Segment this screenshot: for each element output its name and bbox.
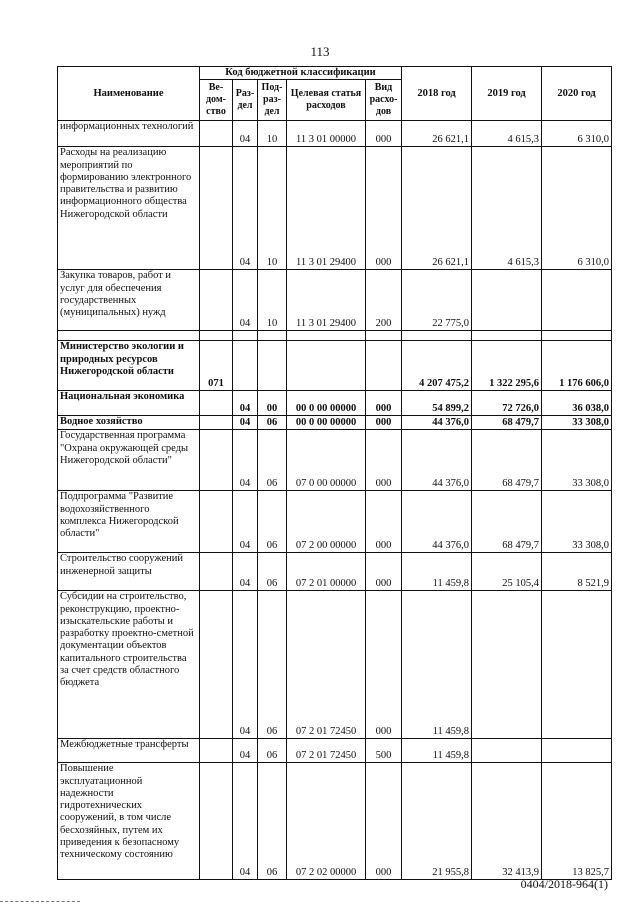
cell-y2018: 11 459,8 [402, 553, 472, 591]
cell-name: Строительство сооружений инженерной защиты [58, 553, 200, 591]
cell-name: Расходы на реализацию мероприятий по формированию электронного правительства и развитию информационного общества Нижегородской области [58, 147, 200, 270]
cell-vr [366, 341, 402, 391]
cell-rz: 04 [233, 121, 258, 147]
cell-cs: 11 3 01 29400 [287, 270, 366, 331]
header-vid: Вид расхо-дов [366, 80, 402, 121]
empty-cell [233, 331, 258, 341]
cell-y2020: 33 308,0 [542, 491, 612, 553]
cell-y2019: 4 615,3 [472, 147, 542, 270]
cell-ved [200, 121, 233, 147]
cell-y2018: 54 899,2 [402, 391, 472, 416]
cell-y2020 [542, 591, 612, 739]
page-number: 113 [310, 44, 330, 59]
cell-cs: 07 0 00 00000 [287, 430, 366, 491]
cell-y2018: 44 376,0 [402, 430, 472, 491]
cell-ved [200, 147, 233, 270]
table-row [58, 553, 612, 591]
cell-ved [200, 591, 233, 739]
table-row [58, 430, 612, 491]
table-row [58, 591, 612, 739]
header-target: Целевая статья расходов [287, 80, 366, 121]
cell-name: Повышение эксплуатационной надежности гидротехнических сооружений, в том числе бесхозяйных, путем их приведения к безопасному техническому состоянию [58, 763, 200, 880]
cell-cs: 00 0 00 00000 [287, 391, 366, 416]
empty-cell [366, 331, 402, 341]
cell-name: информационных технологий [58, 121, 200, 147]
table-row [58, 121, 612, 147]
cell-y2020: 36 038,0 [542, 391, 612, 416]
cell-ved [200, 763, 233, 880]
cell-vr: 000 [366, 763, 402, 880]
cell-prz: 06 [258, 553, 287, 591]
cell-rz: 04 [233, 391, 258, 416]
empty-cell [200, 331, 233, 341]
cell-rz: 04 [233, 270, 258, 331]
cell-vr: 000 [366, 121, 402, 147]
cell-y2020: 8 521,9 [542, 553, 612, 591]
header-podrazdel: Под-раз-дел [258, 80, 287, 121]
cell-cs: 07 2 00 00000 [287, 491, 366, 553]
cell-rz: 04 [233, 491, 258, 553]
table-row [58, 739, 612, 763]
cell-rz: 04 [233, 147, 258, 270]
cell-prz: 00 [258, 391, 287, 416]
cell-y2020: 6 310,0 [542, 121, 612, 147]
header-name: Наименование [58, 67, 200, 121]
table-row [58, 147, 612, 270]
table-row [58, 416, 612, 430]
cell-ved [200, 416, 233, 430]
cell-y2018: 26 621,1 [402, 147, 472, 270]
cell-y2019: 72 726,0 [472, 391, 542, 416]
cell-y2019 [472, 270, 542, 331]
cell-y2019: 68 479,7 [472, 491, 542, 553]
cell-name: Подпрограмма "Развитие водохозяйственного комплекса Нижегородской области" [58, 491, 200, 553]
cell-name: Закупка товаров, работ и услуг для обеспечения государственных (муниципальных) нужд [58, 270, 200, 331]
cell-vr: 000 [366, 591, 402, 739]
cell-y2019 [472, 591, 542, 739]
cell-rz: 04 [233, 430, 258, 491]
cell-name: Национальная экономика [58, 391, 200, 416]
cell-ved [200, 553, 233, 591]
cell-vr: 000 [366, 491, 402, 553]
cell-ved: 071 [200, 341, 233, 391]
cell-y2018: 22 775,0 [402, 270, 472, 331]
cell-prz: 10 [258, 121, 287, 147]
table-row [58, 341, 612, 391]
cell-prz: 06 [258, 416, 287, 430]
cell-vr: 000 [366, 391, 402, 416]
empty-cell [472, 331, 542, 341]
table-row [58, 270, 612, 331]
cell-cs: 00 0 00 00000 [287, 416, 366, 430]
cell-vr: 000 [366, 147, 402, 270]
cell-cs: 07 2 01 72450 [287, 591, 366, 739]
cell-y2020: 1 176 606,0 [542, 341, 612, 391]
cell-name: Водное хозяйство [58, 416, 200, 430]
cell-vr: 000 [366, 430, 402, 491]
cell-y2020: 33 308,0 [542, 430, 612, 491]
cell-prz: 06 [258, 739, 287, 763]
cell-prz: 06 [258, 430, 287, 491]
cell-cs: 07 2 02 00000 [287, 763, 366, 880]
cell-y2020 [542, 270, 612, 331]
cell-y2018: 11 459,8 [402, 591, 472, 739]
cell-y2020 [542, 739, 612, 763]
cell-y2019: 25 105,4 [472, 553, 542, 591]
cell-name: Министерство экологии и природных ресурсов Нижегородской области [58, 341, 200, 391]
cell-vr: 500 [366, 739, 402, 763]
header-2019: 2019 год [472, 67, 542, 121]
cell-y2018: 26 621,1 [402, 121, 472, 147]
cell-y2019: 68 479,7 [472, 416, 542, 430]
header-2018: 2018 год [402, 67, 472, 121]
empty-cell [258, 331, 287, 341]
empty-cell [542, 331, 612, 341]
cell-ved [200, 491, 233, 553]
cell-y2019: 32 413,9 [472, 763, 542, 880]
cell-prz: 06 [258, 491, 287, 553]
cell-cs [287, 341, 366, 391]
cell-y2020: 13 825,7 [542, 763, 612, 880]
cell-ved [200, 739, 233, 763]
cell-rz [233, 341, 258, 391]
spacer-row [58, 331, 612, 341]
cell-rz: 04 [233, 739, 258, 763]
cell-prz: 10 [258, 147, 287, 270]
cell-y2019: 68 479,7 [472, 430, 542, 491]
cell-prz: 06 [258, 591, 287, 739]
cell-ved [200, 430, 233, 491]
cell-y2019 [472, 739, 542, 763]
header-classification: Код бюджетной классификации [200, 67, 402, 80]
header-razdel: Раз-дел [233, 80, 258, 121]
cell-y2018: 4 207 475,2 [402, 341, 472, 391]
cell-ved [200, 391, 233, 416]
empty-cell [287, 331, 366, 341]
table-row [58, 763, 612, 880]
table-row [58, 491, 612, 553]
cell-rz: 04 [233, 591, 258, 739]
document-code: 0404/2018-964(1) [520, 877, 608, 891]
budget-table [57, 66, 612, 880]
cell-cs: 07 2 01 00000 [287, 553, 366, 591]
cell-prz: 10 [258, 270, 287, 331]
cell-cs: 11 3 01 00000 [287, 121, 366, 147]
cell-y2018: 21 955,8 [402, 763, 472, 880]
header-2020: 2020 год [542, 67, 612, 121]
empty-cell [58, 331, 200, 341]
cell-prz [258, 341, 287, 391]
cell-vr: 200 [366, 270, 402, 331]
cell-y2019: 4 615,3 [472, 121, 542, 147]
cell-cs: 07 2 01 72450 [287, 739, 366, 763]
cell-rz: 04 [233, 416, 258, 430]
cell-y2018: 44 376,0 [402, 416, 472, 430]
cell-rz: 04 [233, 553, 258, 591]
header-vedomstvo: Ве-дом-ство [200, 80, 233, 121]
cell-rz: 04 [233, 763, 258, 880]
cell-ved [200, 270, 233, 331]
cell-prz: 06 [258, 763, 287, 880]
table-row [58, 391, 612, 416]
cell-name: Межбюджетные трансферты [58, 739, 200, 763]
cell-name: Субсидии на строительство, реконструкцию, проектно-изыскательские работы и разработку проектно-сметной документации объектов капитального строительства за счет средств областного бюджета [58, 591, 200, 739]
cell-name: Государственная программа "Охрана окружающей среды Нижегородской области" [58, 430, 200, 491]
cell-y2020: 33 308,0 [542, 416, 612, 430]
cell-vr: 000 [366, 416, 402, 430]
cell-y2020: 6 310,0 [542, 147, 612, 270]
cell-cs: 11 3 01 29400 [287, 147, 366, 270]
cell-vr: 000 [366, 553, 402, 591]
scan-edge-line [0, 901, 80, 905]
cell-y2018: 11 459,8 [402, 739, 472, 763]
cell-y2018: 44 376,0 [402, 491, 472, 553]
cell-y2019: 1 322 295,6 [472, 341, 542, 391]
empty-cell [402, 331, 472, 341]
